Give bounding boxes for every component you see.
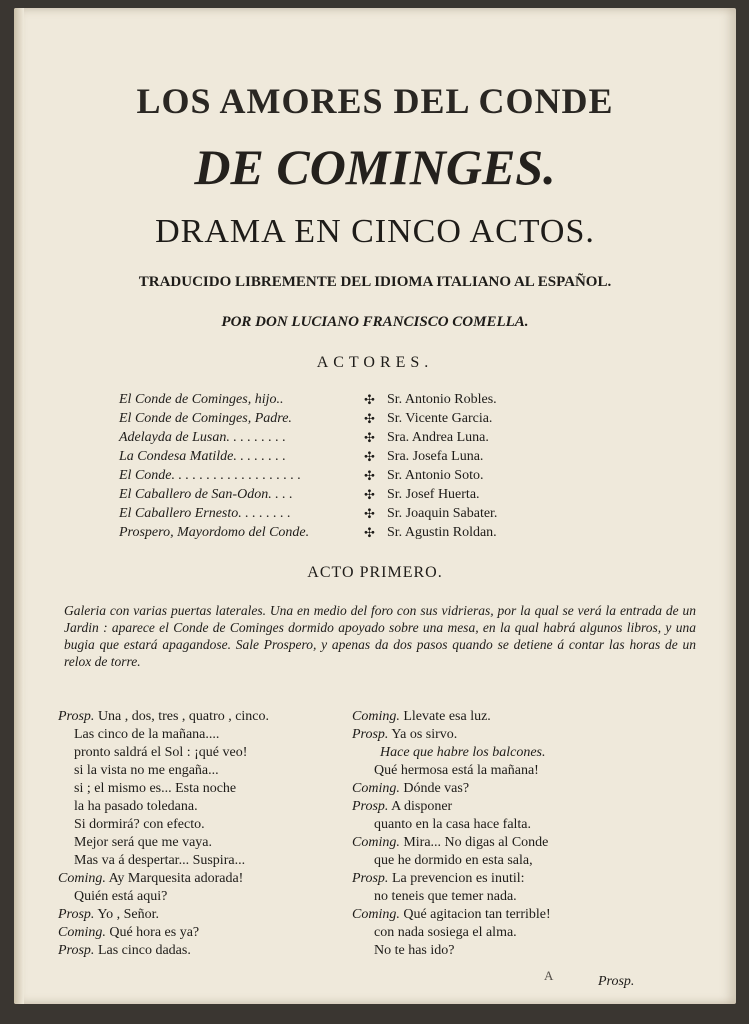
book-page [14, 8, 736, 1004]
verse-text: A disponer [391, 799, 453, 814]
speaker-name: Prosp. [58, 709, 95, 724]
verse-text: Qué hora es ya? [109, 925, 200, 940]
cast-role: El Conde de Cominges, hijo.. [119, 392, 284, 407]
dialogue-line [352, 798, 662, 816]
verse-text: pronto saldrá el Sol : ¡qué veo! [74, 745, 248, 760]
cast-actor: Sra. Andrea Luna. [387, 430, 489, 445]
dialogue-column-right [352, 708, 662, 960]
verse-text: la ha pasado toledana. [74, 799, 198, 814]
cast-role: El Conde. . . . . . . . . . . . . . . . . . . [119, 468, 301, 483]
dialogue-line [58, 888, 358, 906]
speaker-name: Prosp. [352, 871, 389, 886]
author-line: POR DON LUCIANO FRANCISCO COMELLA. [221, 314, 529, 330]
cross-ornament-icon: ✣ [364, 506, 375, 521]
verse-text: no teneis que temer nada. [374, 889, 517, 904]
dialogue-line [58, 726, 358, 744]
speaker-name: Coming. [352, 709, 400, 724]
dialogue-line [352, 762, 662, 780]
actores-heading: ACTORES. [316, 354, 434, 371]
title-line-1: LOS AMORES DEL CONDE [136, 81, 614, 121]
verse-text: Mejor será que me vaya. [74, 835, 212, 850]
cross-ornament-icon: ✣ [364, 449, 375, 464]
dialogue-line [58, 942, 358, 960]
cast-row [119, 506, 659, 525]
dialogue-line [352, 852, 662, 870]
dialogue-line [58, 780, 358, 798]
dialogue-line [352, 780, 662, 798]
speaker-name: Prosp. [352, 727, 389, 742]
speaker-name: Prosp. [58, 907, 95, 922]
dialogue-line [58, 834, 358, 852]
cross-ornament-icon: ✣ [364, 430, 375, 445]
dialogue-line [58, 852, 358, 870]
cast-actor: Sr. Joaquin Sabater. [387, 506, 498, 521]
speaker-name: Coming. [352, 781, 400, 796]
cross-ornament-icon: ✣ [364, 411, 375, 426]
dialogue-line [352, 834, 662, 852]
cast-actor: Sr. Agustin Roldan. [387, 525, 497, 540]
speaker-name: Prosp. [352, 799, 389, 814]
title-line-2: DE COMINGES. [194, 139, 556, 195]
verse-text: Si dormirá? con efecto. [74, 817, 205, 832]
dialogue-line [352, 870, 662, 888]
verse-text: La prevencion es inutil: [391, 871, 525, 886]
verse-text: Ya os sirvo. [391, 727, 458, 742]
cast-row [119, 487, 659, 506]
catchword: Prosp. [598, 974, 635, 989]
stage-description: Galeria con varias puertas laterales. Una en medio del foro con sus vidrieras, por la qual se verá la entrada de un Jardin : aparece el Conde de Cominges dormido apoyado sobre una mesa, en la qual habrá algunos libros, y una bugia que estará apagandose. Sale Prospero, y apenas da dos pasos quando se detiene á contar las horas de un relox de torre. [64, 603, 696, 669]
dialogue-line [58, 870, 358, 888]
cast-row [119, 392, 659, 411]
cast-actor: Sr. Vicente Garcia. [387, 411, 493, 426]
cast-row [119, 449, 659, 468]
signature-mark: A [544, 968, 554, 983]
verse-text: que he dormido en esta sala, [374, 853, 533, 868]
dialogue-line [352, 888, 662, 906]
stage-direction: Hace que habre los balcones. [380, 745, 546, 760]
cast-row [119, 525, 659, 544]
cast-row [119, 430, 659, 449]
dialogue-line [352, 924, 662, 942]
cast-row [119, 468, 659, 487]
verse-text: No te has ido? [374, 943, 455, 958]
dialogue-line [58, 798, 358, 816]
verse-text: con nada sosiega el alma. [374, 925, 517, 940]
dialogue-line [58, 924, 358, 942]
dialogue-line [58, 816, 358, 834]
verse-text: Una , dos, tres , quatro , cinco. [97, 709, 270, 724]
verse-text: Llevate esa luz. [403, 709, 491, 724]
verse-text: Qué agitacion tan terrible! [403, 907, 551, 922]
cross-ornament-icon: ✣ [364, 525, 375, 540]
speaker-name: Coming. [352, 907, 400, 922]
verse-text: Quién está aqui? [74, 889, 168, 904]
dialogue-column-left [58, 708, 358, 960]
cross-ornament-icon: ✣ [364, 392, 375, 407]
dialogue-line [352, 906, 662, 924]
dialogue-line [352, 942, 662, 960]
cast-role: El Conde de Cominges, Padre. [119, 411, 292, 426]
verse-text: Ay Marquesita adorada! [108, 871, 244, 886]
dialogue-line [58, 762, 358, 780]
cast-role: El Caballero Ernesto. . . . . . . . [119, 506, 291, 521]
speaker-name: Coming. [352, 835, 400, 850]
verse-text: Las cinco dadas. [97, 943, 191, 958]
cast-role: Adelayda de Lusan. . . . . . . . . [119, 430, 286, 445]
verse-text: quanto en la casa hace falta. [374, 817, 532, 832]
speaker-name: Prosp. [58, 943, 95, 958]
act-heading: ACTO PRIMERO. [307, 564, 443, 581]
speaker-name: Coming. [58, 871, 106, 886]
dialogue-line [352, 816, 662, 834]
speaker-name: Coming. [58, 925, 106, 940]
dialogue-line [352, 744, 662, 762]
verse-text: si la vista no me engaña... [74, 763, 219, 778]
verse-text: Mas va á despertar... Suspira... [74, 853, 246, 868]
verse-text: Mira... No digas al Conde [403, 835, 549, 850]
verse-text: Dónde vas? [403, 781, 470, 796]
cross-ornament-icon: ✣ [364, 468, 375, 483]
translation-note: TRADUCIDO LIBREMENTE DEL IDIOMA ITALIANO AL ESPAÑOL. [138, 274, 612, 290]
cast-role: Prospero, Mayordomo del Conde. [119, 525, 310, 540]
verse-text: Las cinco de la mañana.... [74, 727, 220, 742]
cast-role: La Condesa Matilde. . . . . . . . [119, 449, 286, 464]
title-line-3: DRAMA EN CINCO ACTOS. [155, 213, 595, 250]
cross-ornament-icon: ✣ [364, 487, 375, 502]
verse-text: Qué hermosa está la mañana! [374, 763, 539, 778]
cast-actor: Sr. Antonio Soto. [387, 468, 484, 483]
verse-text: si ; el mismo es... Esta noche [74, 781, 237, 796]
cast-role: El Caballero de San-Odon. . . . [119, 487, 293, 502]
cast-row [119, 411, 659, 430]
cast-actor: Sr. Josef Huerta. [387, 487, 480, 502]
dialogue-line [58, 906, 358, 924]
dialogue-line [352, 708, 662, 726]
dialogue-line [58, 744, 358, 762]
dialogue-line [352, 726, 662, 744]
dialogue-line [58, 708, 358, 726]
verse-text: Yo , Señor. [97, 907, 160, 922]
cast-actor: Sr. Antonio Robles. [387, 392, 497, 407]
cast-actor: Sra. Josefa Luna. [387, 449, 484, 464]
